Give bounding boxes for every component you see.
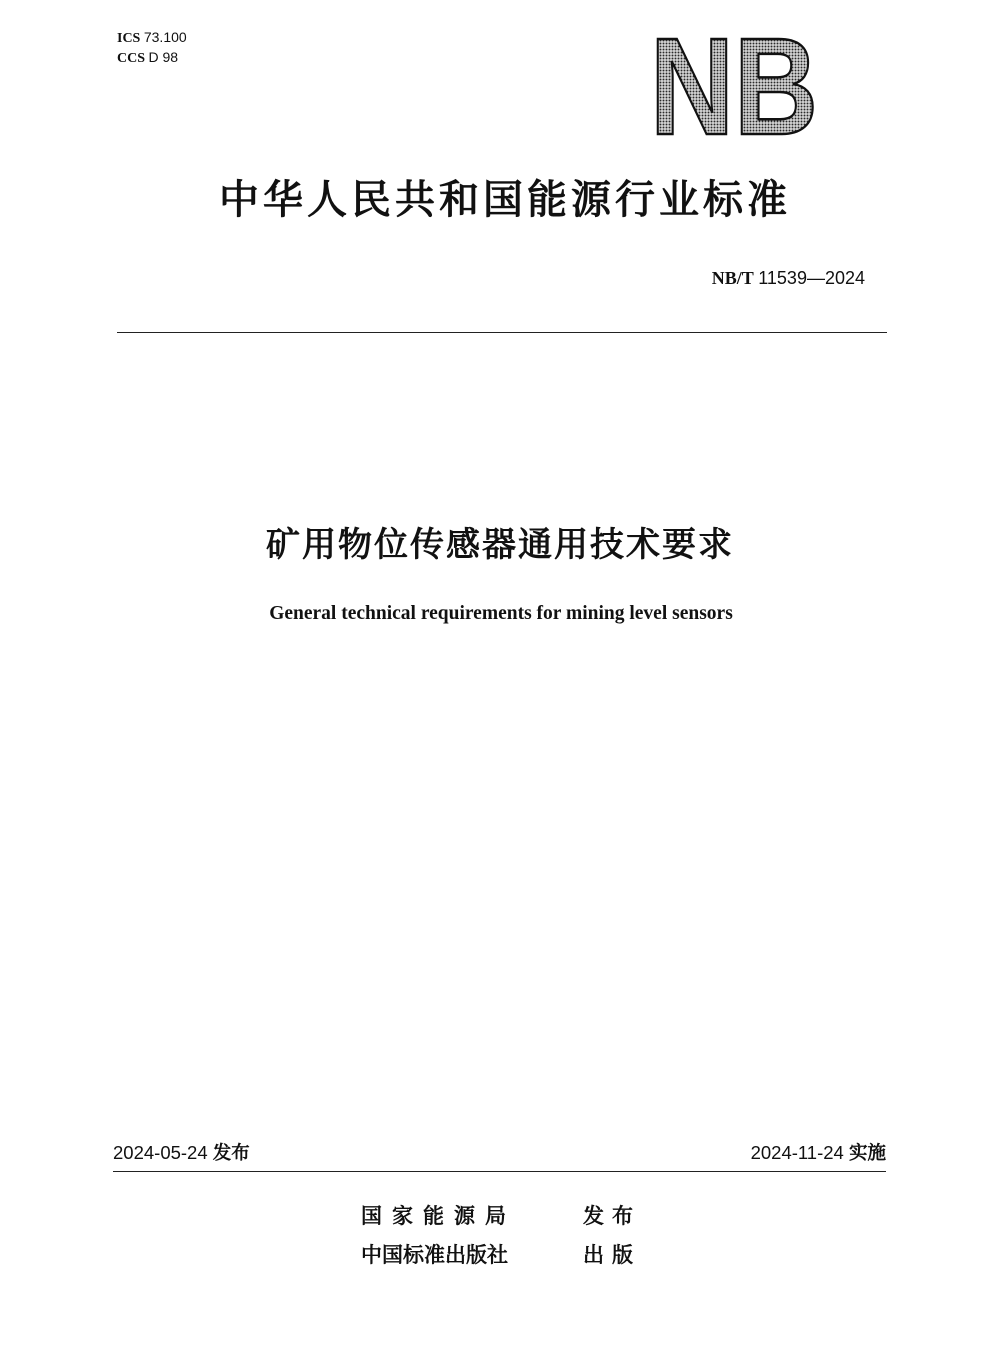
document-title-cn: 矿用物位传感器通用技术要求 <box>266 525 734 565</box>
issuer-action: 发布 <box>583 1204 641 1228</box>
header-divider <box>117 332 887 333</box>
standard-code <box>712 268 865 289</box>
press-name: 中国标准出版社 <box>361 1243 508 1267</box>
classification-block <box>117 28 187 68</box>
effective-date <box>751 1139 886 1165</box>
issue-date <box>113 1139 250 1165</box>
footer-divider <box>113 1171 886 1172</box>
nb-logo <box>650 10 820 164</box>
standard-category-title: 中华人民共和国能源行业标准 <box>219 177 791 223</box>
issue-date-label: 发布 <box>212 1143 250 1164</box>
standard-code-prefix: NB/T <box>711 268 754 288</box>
effective-date-value: 2024-11-24 <box>750 1142 844 1163</box>
ics-line <box>117 28 187 48</box>
standard-code-number: 11539—2024 <box>758 268 865 288</box>
ics-label: ICS <box>117 31 141 46</box>
issue-date-value: 2024-05-24 <box>113 1142 208 1163</box>
ccs-code: D 98 <box>148 49 179 65</box>
ccs-line <box>117 48 187 68</box>
issuer-name: 国家能源局 <box>361 1204 516 1228</box>
ics-code: 73.100 <box>143 29 187 45</box>
press-action: 出版 <box>583 1243 641 1267</box>
effective-date-label: 实施 <box>848 1143 886 1164</box>
document-title-en: General technical requirements for mining level sensors <box>269 603 733 624</box>
logo-text: NB <box>650 10 818 164</box>
ccs-label: CCS <box>117 51 146 66</box>
